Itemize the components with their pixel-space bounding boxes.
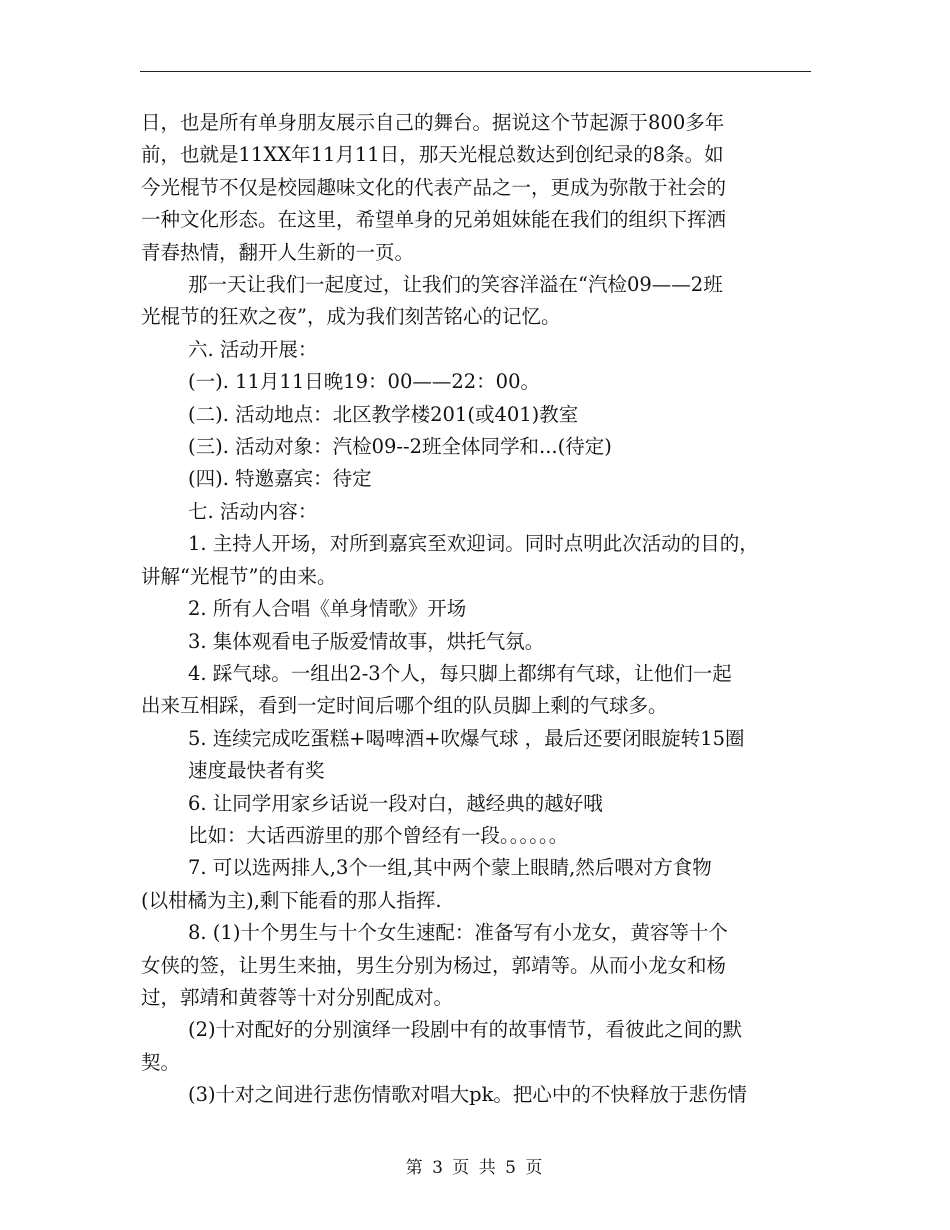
text-line: (2)十对配好的分别演绎一段剧中有的故事情节，看彼此之间的默 bbox=[188, 1018, 743, 1042]
text-line: 3. 集体观看电子版爱情故事，烘托气氛。 bbox=[188, 629, 545, 653]
text-line: 光棍节的狂欢之夜”，成为我们刻苦铭心的记忆。 bbox=[141, 305, 561, 329]
text-line: 比如：大话西游里的那个曾经有一段。。。。。。 bbox=[188, 823, 569, 847]
text-line: 六. 活动开展： bbox=[188, 337, 318, 361]
text-line: (三). 活动对象：汽检09--2班全体同学和...(待定) bbox=[188, 435, 612, 459]
text-line: 8. (1)十个男生与十个女生速配：准备写有小龙女，黄容等十个 bbox=[188, 921, 728, 945]
text-line: 7. 可以选两排人,3个一组,其中两个蒙上眼睛,然后喂对方食物 bbox=[188, 856, 712, 880]
text-line: 今光棍节不仅是校园趣味文化的代表产品之一，更成为弥散于社会的 bbox=[141, 175, 727, 199]
text-line: 出来互相踩，看到一定时间后哪个组的队员脚上剩的气球多。 bbox=[141, 694, 668, 718]
text-line: 6. 让同学用家乡话说一段对白，越经典的越好哦 bbox=[188, 791, 603, 815]
document-body bbox=[141, 107, 811, 1112]
text-line: 4. 踩气球。一组出2-3个人，每只脚上都绑有气球，让他们一起 bbox=[188, 661, 732, 685]
text-line: (3)十对之间进行悲伤情歌对唱大pk。把心中的不快释放于悲伤情 bbox=[188, 1083, 747, 1107]
header-rule bbox=[140, 71, 811, 72]
text-line: 女侠的签，让男生来抽，男生分别为杨过，郭靖等。从而小龙女和杨 bbox=[141, 953, 727, 977]
text-line: 契。 bbox=[141, 1050, 181, 1074]
text-line: 一种文化形态。在这里，希望单身的兄弟姐妹能在我们的组织下挥洒 bbox=[141, 208, 727, 232]
text-line: 那一天让我们一起度过，让我们的笑容洋溢在“汽检09——2班 bbox=[188, 273, 723, 297]
text-line: (二). 活动地点：北区教学楼201(或401)教室 bbox=[188, 402, 579, 426]
page-footer: 第 3 页 共 5 页 bbox=[405, 1158, 545, 1178]
text-line: (四). 特邀嘉宾：待定 bbox=[188, 467, 372, 491]
text-line: 速度最快者有奖 bbox=[188, 759, 325, 783]
text-line: 前，也就是11XX年11月11日，那天光棍总数达到创纪录的8条。如 bbox=[141, 143, 724, 167]
text-line: 过，郭靖和黄蓉等十对分别配成对。 bbox=[141, 985, 454, 1009]
text-line: 讲解“光棍节”的由来。 bbox=[141, 564, 337, 588]
text-line: 5. 连续完成吃蛋糕+喝啤酒+吹爆气球 ，最后还要闭眼旋转15圈 bbox=[188, 726, 745, 750]
text-line: (一). 11月11日晚19：00——22：00。 bbox=[188, 370, 540, 394]
text-line: 2. 所有人合唱《单身情歌》开场 bbox=[188, 597, 467, 621]
text-line: 日，也是所有单身朋友展示自己的舞台。据说这个节起源于800多年 bbox=[141, 111, 725, 134]
text-line: (以柑橘为主),剩下能看的那人指挥. bbox=[141, 888, 442, 912]
text-line: 七. 活动内容： bbox=[188, 499, 318, 523]
text-line: 1. 主持人开场，对所到嘉宾至欢迎词。同时点明此次活动的目的， bbox=[188, 532, 759, 556]
text-line: 青春热情，翻开人生新的一页。 bbox=[141, 240, 415, 264]
